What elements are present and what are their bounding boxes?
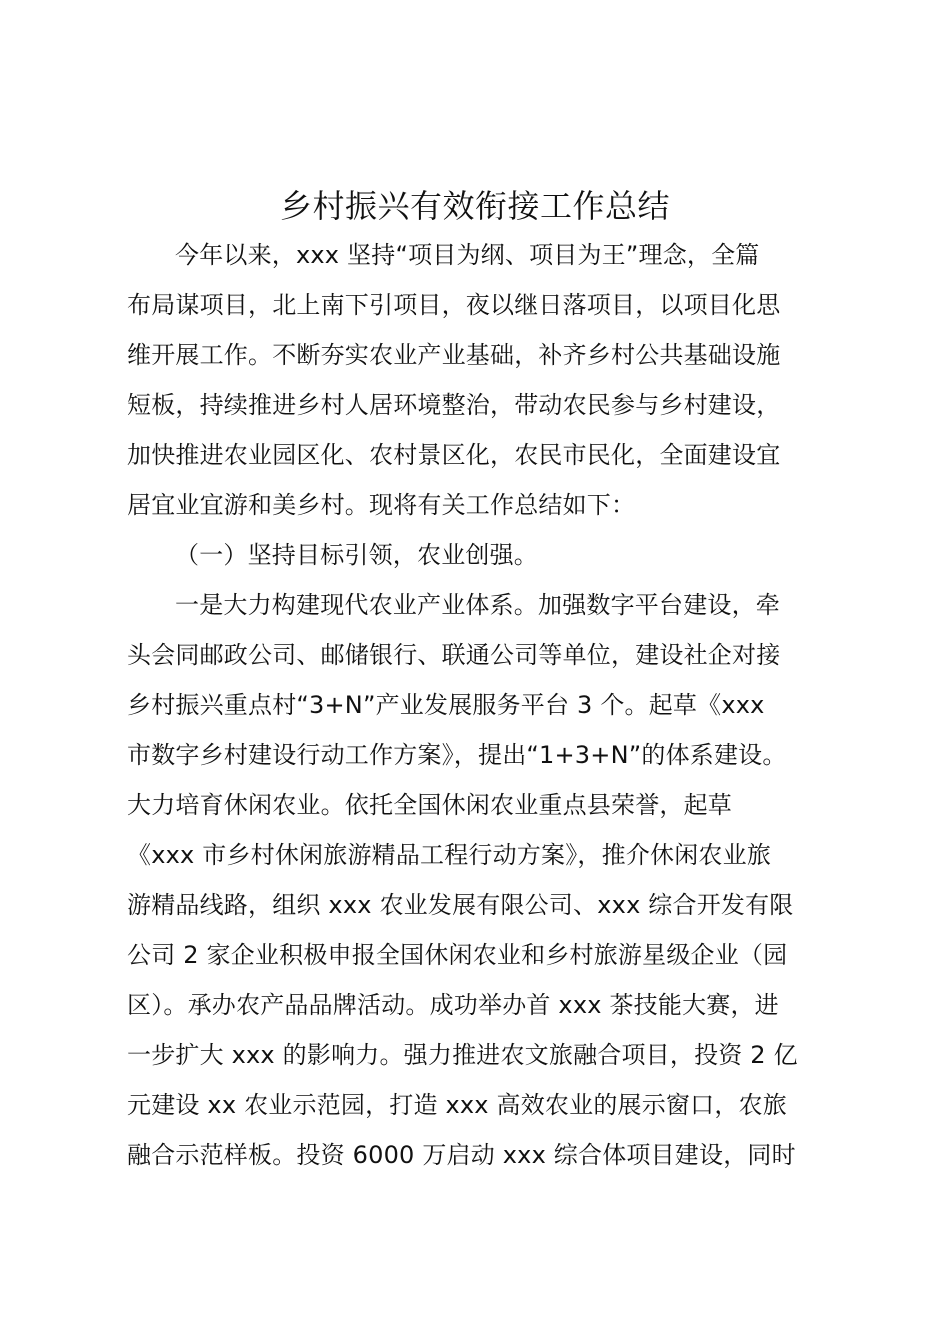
paragraph-line: 一是大力构建现代农业产业体系。加强数字平台建设，牵 [175, 591, 780, 619]
paragraph-line: 大力培育休闲农业。依托全国休闲农业重点县荣誉，起草 [127, 791, 732, 819]
paragraph-line: 区）。承办农产品品牌活动。成功举办首 xxx 茶技能大赛，进 [127, 991, 779, 1019]
paragraph-line: 居宜业宜游和美乡村。现将有关工作总结如下： [127, 491, 636, 519]
paragraph-line: 公司 2 家企业积极申报全国休闲农业和乡村旅游星级企业（园 [127, 941, 788, 969]
paragraph-line: 头会同邮政公司、邮储银行、联通公司等单位，建设社企对接 [127, 641, 781, 669]
paragraph-line: 维开展工作。不断夯实农业产业基础，补齐乡村公共基础设施 [127, 341, 781, 369]
paragraph-line: 短板，持续推进乡村人居环境整治，带动农民参与乡村建设， [127, 391, 781, 419]
document-title: 乡村振兴有效衔接工作总结 [279, 187, 670, 225]
paragraph-line: 乡村振兴重点村“3+N”产业发展服务平台 3 个。起草《xxx [127, 691, 765, 719]
paragraph-line: 加快推进农业园区化、农村景区化，农民市民化，全面建设宜 [127, 441, 781, 469]
paragraph-line: 一步扩大 xxx 的影响力。强力推进农文旅融合项目，投资 2 亿 [127, 1041, 798, 1069]
paragraph-line: 今年以来，xxx 坚持“项目为纲、项目为王”理念，全篇 [175, 241, 760, 269]
paragraph-line: 布局谋项目，北上南下引项目，夜以继日落项目，以项目化思 [127, 291, 781, 319]
paragraph-line: 元建设 xx 农业示范园，打造 xxx 高效农业的展示窗口，农旅 [127, 1091, 787, 1119]
paragraph-line: 融合示范样板。投资 6000 万启动 xxx 综合体项目建设，同时 [127, 1141, 796, 1169]
paragraph-line: 游精品线路，组织 xxx 农业发展有限公司、xxx 综合开发有限 [127, 891, 794, 919]
section-heading: （一）坚持目标引领，农业创强。 [175, 541, 538, 569]
paragraph-line: 市数字乡村建设行动工作方案》，提出“1+3+N”的体系建设。 [127, 741, 787, 769]
paragraph-line: 《xxx 市乡村休闲旅游精品工程行动方案》，推介休闲农业旅 [127, 841, 772, 869]
